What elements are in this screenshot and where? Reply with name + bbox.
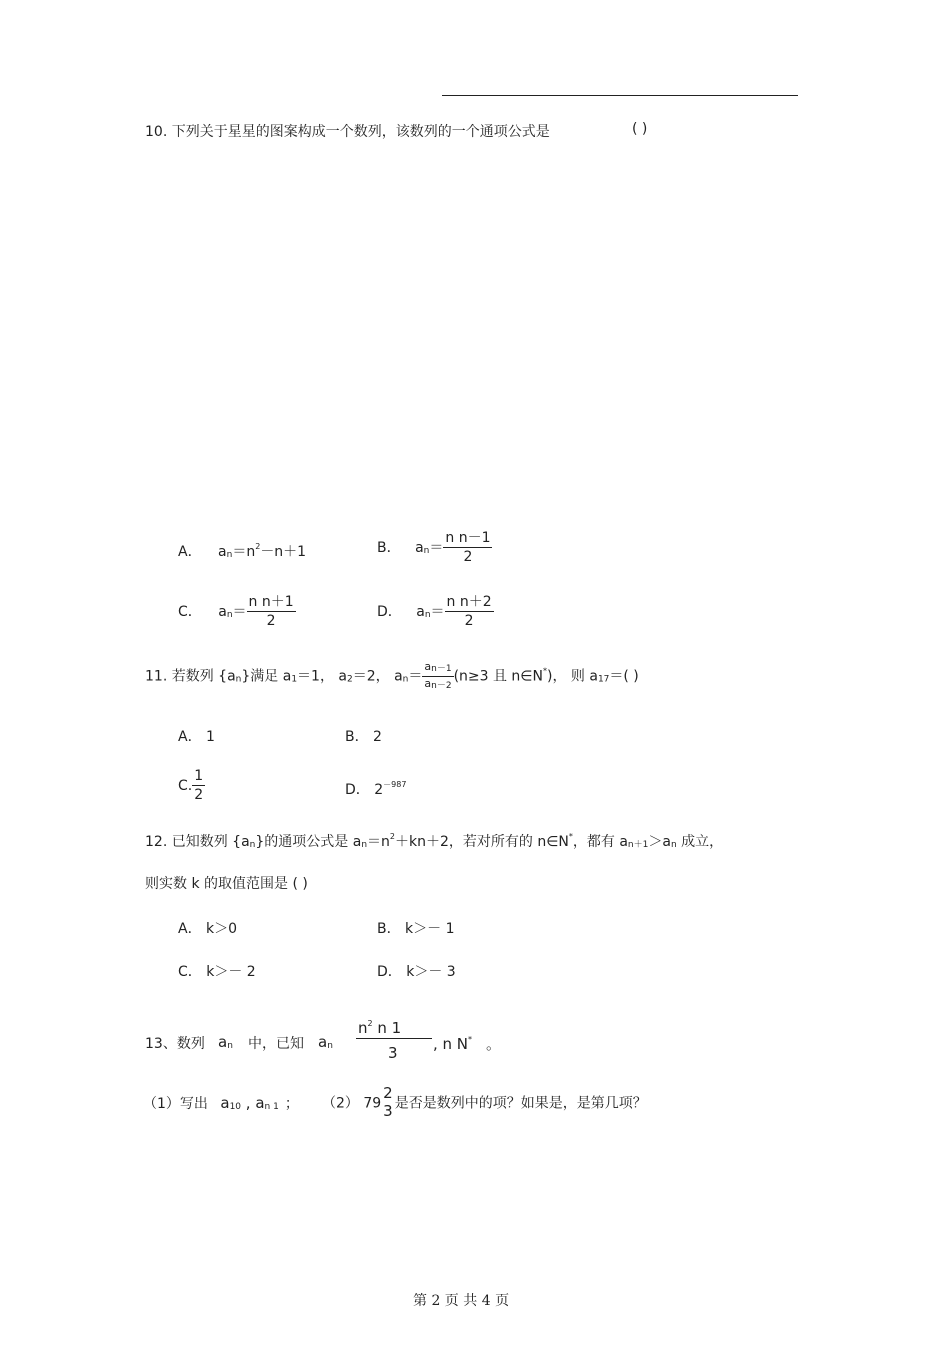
q13-an-2: $a_n$ [318, 1033, 333, 1051]
q10-option-a: A． $a_n=n^2-n+1$ [178, 542, 307, 560]
q10-d-fraction: $\frac{\text{n n＋2}}{2}$ [446, 594, 492, 629]
q12-option-c: C． k＞－ 2 [178, 964, 256, 980]
q11-c-fraction: $\frac{1}{2}$ [194, 768, 204, 803]
page-footer: 第 2 页 共 4 页 [413, 1293, 510, 1309]
q13-formula-tail: , n N* 。 [433, 1035, 502, 1053]
q10-b-fraction: $\frac{\text{n n－1}}{2}$ [445, 530, 491, 565]
header-rule [442, 95, 798, 96]
question-12-line1: 12. 已知数列 $\{a_n\}$的通项公式是 $a_n=n^2+kn+2$，若对所有的 n∈N*，都有 $a_{n+1}>a_n$ 成立， [145, 832, 724, 850]
q13-an-1: $a_n$ [218, 1033, 233, 1051]
question-11-stem: 11. 若数列 $\{a_n\}$满足 $a_1=1$， $a_2=2$， $a_n=$ $\frac{a_{n-1}}{a_{n-2}}$ (n≥3 且 n∈N*)， 则 $a_{17}=$( ) [145, 660, 639, 691]
q11-recurrence-fraction: $\frac{a_{n-1}}{a_{n-2}}$ [424, 660, 452, 691]
q10-option-c: C． $a_n=$ $\frac{\text{n n＋1}}{2}$ [178, 594, 294, 629]
q11-option-b: B． 2 [345, 729, 382, 745]
q12-option-d: D． k＞－ 3 [377, 964, 456, 980]
q12-option-b: B． k＞－ 1 [377, 921, 455, 937]
q10-option-b: B． $a_n=$ $\frac{\text{n n－1}}{2}$ [377, 530, 491, 565]
question-10-paren: ( ) [632, 121, 648, 137]
q13-part-1: （1）写出 $a_{10}$ , $a_{n 1}$ ； [143, 1094, 299, 1112]
q12-option-a: A． k＞0 [178, 921, 238, 937]
q13-fraction-bar [356, 1038, 432, 1039]
q13-part-2: （2） 79 2 3 是否是数列中的项？如果是，是第几项？ [322, 1084, 647, 1120]
q10-option-d: D． $a_n=$ $\frac{\text{n n＋2}}{2}$ [377, 594, 492, 629]
q13-stem-middle: 中，已知 [248, 1036, 304, 1052]
q13-formula-denominator: 3 [388, 1044, 398, 1062]
q11-option-c: C. $\frac{1}{2}$ [178, 768, 204, 803]
q13-part2-fraction: 2 3 [383, 1084, 393, 1120]
q11-option-d: D． $2^{-987}$ [345, 780, 407, 798]
q10-c-fraction: $\frac{\text{n n＋1}}{2}$ [248, 594, 294, 629]
q10-stem-text: 10. 下列关于星星的图案构成一个数列，该数列的一个通项公式是 [145, 124, 550, 140]
q13-formula-numerator: $n^2$ n 1 [358, 1019, 402, 1037]
q11-option-a: A． 1 [178, 729, 215, 745]
question-13-stem: 13、数列 [145, 1036, 205, 1052]
question-12-line2: 则实数 k 的取值范围是 ( ) [145, 876, 308, 892]
question-10-stem [145, 121, 550, 141]
